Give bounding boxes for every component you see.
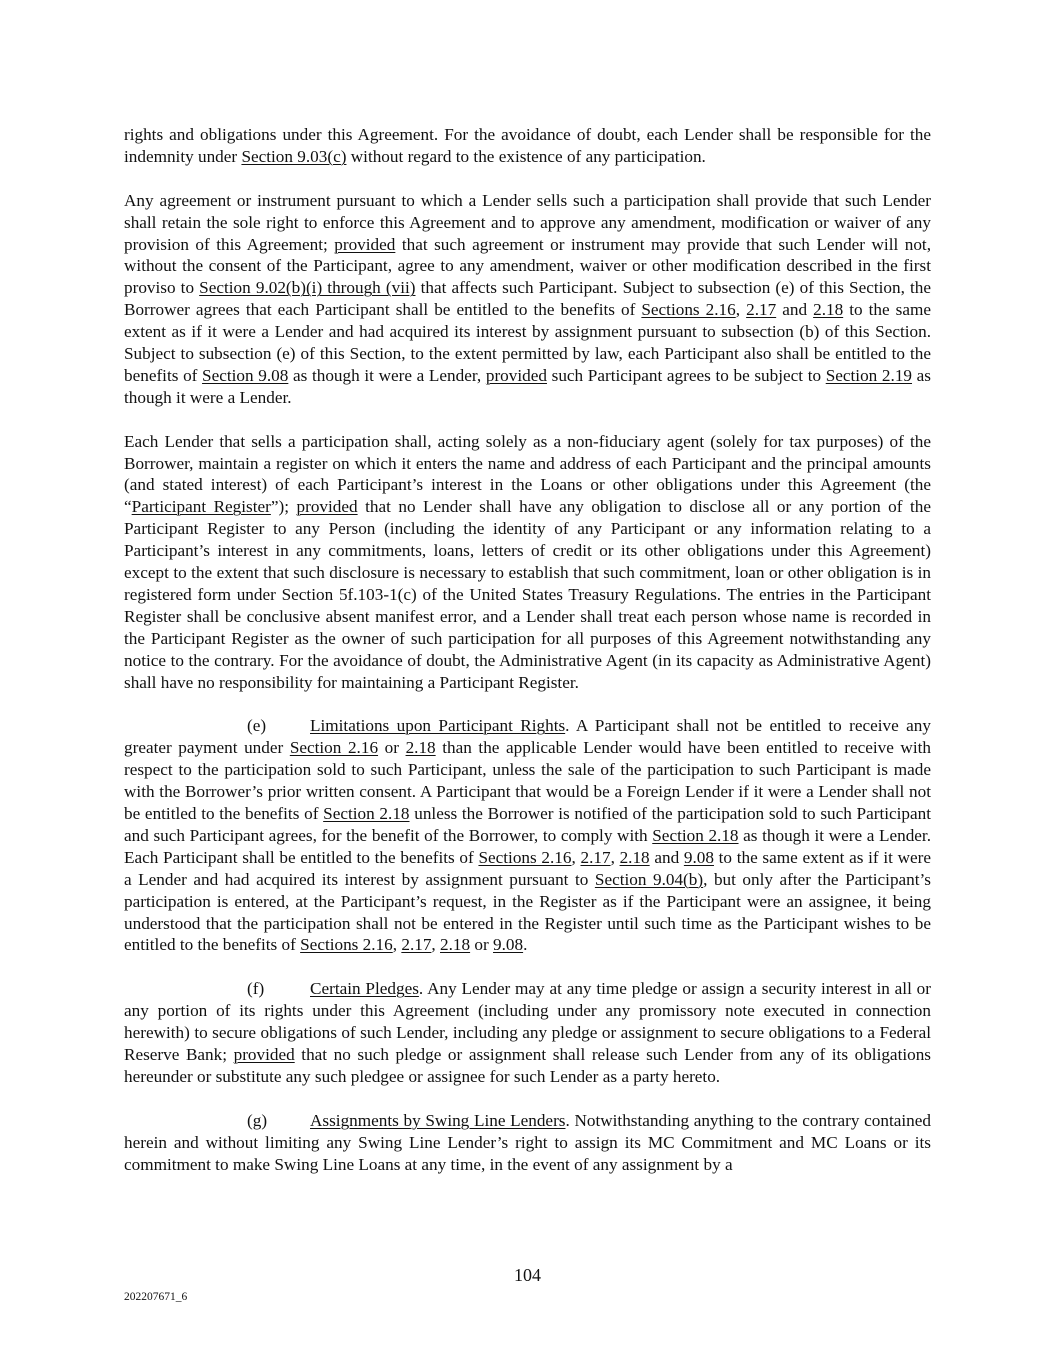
underlined-reference: Sections 2.16 <box>478 847 572 867</box>
text-run: as though it were a Lender. <box>124 365 931 407</box>
text-run: . Any Lender may at any time pledge or assign a security interest in all or any portion of its rights under this Agreement (including under any promissory note executed in connection herewith) to secure obligations of such Lender, including any pledge or assignment to secure obligations to a Federal Reserve Bank; <box>124 979 931 1064</box>
text-run: Each Lender that sells a participation shall, acting solely as a non-fiduciary agent (solely for tax purposes) of the Borrower, maintain a register on which it enters the name and address of each Participant and the principal amounts (and stated interest) of each Participant’s interest in the Loans or other obligations under this Agreement (the “ <box>124 431 931 517</box>
document-body <box>124 124 931 1197</box>
text-run: , <box>610 847 620 867</box>
underlined-reference: 2.17 <box>401 935 432 955</box>
underlined-reference: Sections 2.16 <box>641 300 736 320</box>
text-run: , <box>431 935 441 955</box>
paragraph-p5 <box>124 978 931 1088</box>
text-run: to the same extent as if it were a Lender and had acquired its interest by assignment pursuant to subsection (b) of this Section. Subject to subsection (e) of this Section, to the extent permitted by law, each Participant also shall be entitled to the benefits of <box>124 300 931 385</box>
text-run: , but only after the Participant’s participation is entered, at the Participant’s request, in the Register as if the Participant were an assignee, it being understood that the participation shall not be entered in the Register until such time as the Participant wishes to be entitled to the benefits of <box>124 869 931 955</box>
subsection-label: (f) <box>247 979 265 999</box>
subsection-label: (e) <box>247 716 267 736</box>
text-run: . A Participant shall not be entitled to receive any greater payment under <box>124 716 931 758</box>
underlined-reference: 2.18 <box>405 738 436 758</box>
underlined-reference: Section 2.19 <box>825 365 913 385</box>
text-run: that such agreement or instrument may provide that such Lender will not, without the consent of the Participant, agree to any amendment, waiver or other modification described in the first proviso to <box>124 234 932 298</box>
text-run: ”); <box>270 497 297 517</box>
underlined-reference: 2.17 <box>746 300 777 320</box>
text-run: that no such pledge or assignment shall release such Lender from any of its obligations hereunder or substitute any such pledgee or assignee for such Lender as a party hereto. <box>124 1045 931 1086</box>
paragraph-p2 <box>124 190 931 409</box>
text-run: that no Lender shall have any obligation to disclose all or any portion of the Participant Register to any Person (including the identity of any Participant or any information relating to a Participant’s interest in any commitments, loans, letters of credit or its other obligations under this Agreement) except to the extent that such disclosure is necessary to establish that such commitment, loan or other obligation is in registered form under Section 5f.103-1(c) of the United States Treasury Regulations. The entries in the Participant Register shall be conclusive absent manifest error, and a Lender shall treat each person whose name is recorded in the Participant Register as the owner of such participation for all purposes of this Agreement notwithstanding any notice to the contrary. For the avoidance of doubt, the Administrative Agent (in its capacity as Administrative Agent) shall have no responsibility for maintaining a Participant Register. <box>124 497 931 692</box>
text-run: , <box>392 935 402 955</box>
text-run: or <box>378 738 406 758</box>
underlined-reference: 2.18 <box>813 300 844 320</box>
underlined-reference: 9.08 <box>683 847 714 867</box>
paragraph-p4 <box>124 715 931 956</box>
underlined-reference: Sections 2.16 <box>300 935 393 955</box>
underlined-reference: provided <box>334 234 396 254</box>
underlined-reference: provided <box>485 365 547 385</box>
text-run: Any agreement or instrument pursuant to which a Lender sells such a participation shall provide that such Lender shall retain the sole right to enforce this Agreement and to approve any amendment, modification or waiver of any provision of this Agreement; <box>124 190 931 254</box>
text-run: as though it were a Lender, <box>288 365 486 385</box>
text-run: or <box>470 935 494 955</box>
underlined-reference: Assignments by Swing Line Lenders <box>310 1110 566 1130</box>
text-run: and <box>649 847 684 867</box>
text-run: , <box>735 300 747 320</box>
document-id: 202207671_6 <box>124 1291 188 1303</box>
text-run: than the applicable Lender would have been entitled to receive with respect to the participation sold to such Participant, unless the sale of the participation to such Participant is made with the Borrower’s prior written consent. A Participant that would be a Foreign Lender if it were a Lender shall not be entitled to the benefits of <box>124 738 931 824</box>
underlined-reference: Section 9.02(b)(i) through (vii) <box>199 278 416 298</box>
paragraph-p3 <box>124 431 931 694</box>
text-run: as though it were a Lender. Each Participant shall be entitled to the benefits of <box>124 825 931 867</box>
text-run: unless the Borrower is notified of the participation sold to such Participant and such Participant agrees, for the benefit of the Borrower, to comply with <box>124 804 931 845</box>
underlined-reference: provided <box>233 1045 295 1064</box>
underlined-reference: Participant Register <box>131 497 271 517</box>
paragraph-p1 <box>124 124 931 168</box>
underlined-reference: 2.17 <box>580 847 611 867</box>
underlined-reference: provided <box>296 497 358 517</box>
text-run: , <box>571 847 581 867</box>
text-run: and <box>776 300 814 320</box>
paragraph-p6 <box>124 1110 931 1176</box>
underlined-reference: Section 9.08 <box>202 365 289 385</box>
underlined-reference: 9.08 <box>493 935 524 955</box>
page-number: 104 <box>514 1265 541 1285</box>
underlined-reference: Section 2.16 <box>289 738 379 758</box>
underlined-reference: 2.18 <box>440 935 471 955</box>
text-run: without regard to the existence of any participation. <box>346 146 706 166</box>
subsection-label: (g) <box>247 1110 268 1130</box>
text-run: such Participant agrees to be subject to <box>546 365 826 385</box>
text-run: rights and obligations under this Agreement. For the avoidance of doubt, each Lender shall be responsible for the indemnity under <box>124 125 931 166</box>
text-run: . <box>523 935 528 955</box>
underlined-reference: Section 2.18 <box>652 825 739 845</box>
underlined-reference: Certain Pledges <box>310 979 419 999</box>
underlined-reference: Section 9.03(c) <box>241 146 347 166</box>
underlined-reference: Limitations upon Participant Rights <box>310 716 566 736</box>
underlined-reference: Section 9.04(b) <box>594 869 704 889</box>
text-run: that affects such Participant. Subject to subsection (e) of this Section, the Borrower agrees that each Participant shall be entitled to the benefits of <box>124 278 931 320</box>
underlined-reference: 2.18 <box>619 847 650 867</box>
text-run: to the same extent as if it were a Lender and had acquired its interest by assignment pursuant to <box>124 847 932 889</box>
text-run: . Notwithstanding anything to the contrary contained herein and without limiting any Swing Line Lender’s right to assign its MC Commitment and MC Loans or its commitment to make Swing Line Loans at any time, in the event of any assignment by a <box>124 1110 931 1174</box>
underlined-reference: Section 2.18 <box>323 804 410 824</box>
